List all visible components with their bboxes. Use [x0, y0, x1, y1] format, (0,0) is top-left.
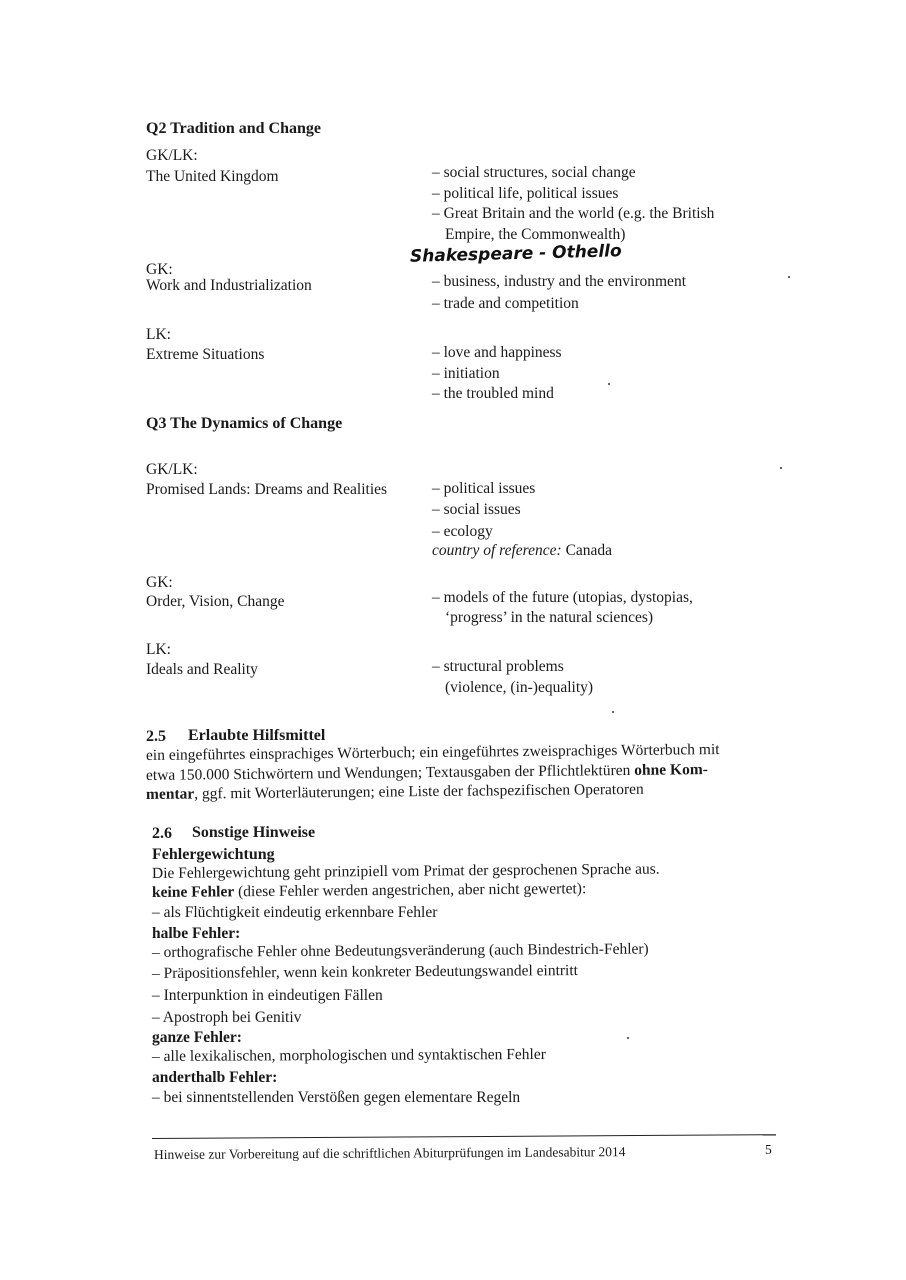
list-item: (violence, (in-)equality) [445, 679, 594, 696]
q3-gk-topic: Order, Vision, Change [146, 593, 285, 610]
list-item: Empire, the Commonwealth) [445, 226, 626, 243]
list-item: – the troubled mind [432, 385, 554, 402]
bold-text-run: mentar [145, 785, 195, 803]
country-of-reference [432, 543, 612, 559]
list-item: – bei sinnentstellenden Verstößen gegen elementare Regeln [152, 1089, 521, 1106]
list-item: – business, industry and the environment [432, 273, 686, 290]
scan-speck [608, 383, 610, 385]
section-title: Erlaubte Hilfsmittel [188, 727, 326, 744]
list-item: – structural problems [432, 658, 564, 675]
list-item: ‘progress’ in the natural sciences) [445, 609, 654, 626]
scan-speck [627, 1037, 629, 1039]
q2-gklk-topic: The United Kingdom [146, 168, 279, 185]
page-number: 5 [765, 1142, 772, 1157]
q3-lk-label: LK: [146, 641, 171, 658]
list-item: – social issues [432, 501, 521, 518]
category-title: anderthalb Fehler: [152, 1069, 278, 1086]
list-item: – social structures, social change [432, 164, 636, 181]
section-subtitle: Fehlergewichtung [152, 846, 275, 863]
list-item: – Interpunktion in eindeutigen Fällen [152, 987, 383, 1004]
q2-gk-topic: Work and Industrialization [146, 277, 312, 294]
list-item: – political issues [432, 480, 536, 497]
list-item: – orthografische Fehler ohne Bedeutungsveränderung (auch Bindestrich-Fehler) [151, 940, 649, 961]
q3-lk-topic: Ideals and Reality [146, 661, 258, 678]
text-run: (diese Fehler werden angestrichen, aber nicht gewertet): [234, 880, 587, 901]
scan-speck [780, 467, 782, 469]
text-run: etwa 150.000 Stichwörtern und Wendungen; Textausgaben der Pflichtlektüren [145, 761, 631, 784]
section-number: 2.5 [146, 728, 166, 745]
list-item: – trade and competition [432, 295, 579, 312]
country-value: Canada [565, 542, 613, 559]
scan-speck [612, 711, 614, 713]
paragraph-line: ein eingeführtes einsprachiges Wörterbuch; ein eingeführtes zweisprachiges Wörterbuch mit [145, 740, 720, 764]
category-title: ganze Fehler: [152, 1029, 242, 1046]
q3-gklk-label: GK/LK: [146, 461, 198, 478]
section-number: 2.6 [152, 825, 172, 842]
handwritten-note: Shakespeare - Othello [409, 241, 622, 267]
country-label: country of reference: [432, 542, 562, 559]
q2-lk-label: LK: [146, 326, 171, 343]
q2-gk-label: GK: [146, 261, 173, 278]
category-title: halbe Fehler: [152, 925, 241, 942]
q2-title: Q2 Tradition and Change [146, 120, 322, 137]
list-item: – ecology [432, 523, 493, 540]
paragraph-line [146, 782, 644, 803]
footer-text: Hinweise zur Vorbereitung auf die schriftlichen Abiturprüfungen im Landesabitur 2014 [153, 1144, 626, 1162]
bold-text-run: ohne Kom- [634, 761, 708, 779]
q2-lk-topic: Extreme Situations [146, 346, 265, 363]
list-item: – Apostroph bei Genitiv [152, 1009, 302, 1026]
q3-gk-label: GK: [146, 574, 173, 591]
list-item: – als Flüchtigkeit eindeutig erkennbare Fehler [152, 904, 438, 921]
list-item: – models of the future (utopias, dystopias, [432, 589, 693, 606]
list-item: – love and happiness [432, 344, 562, 361]
list-item: – alle lexikalischen, morphologischen und syntaktischen Fehler [151, 1045, 546, 1065]
section-title: Sonstige Hinweise [192, 824, 316, 841]
footer-rule [152, 1134, 776, 1139]
q2-gklk-label: GK/LK: [146, 147, 198, 164]
list-item: – initiation [432, 365, 500, 382]
paragraph-line [152, 881, 586, 900]
list-item: – Great Britain and the world (e.g. the British [432, 205, 715, 222]
paragraph-line: Die Fehlergewichtung geht prinzipiell vom Primat der gesprochenen Sprache aus. [151, 860, 660, 882]
scan-speck [788, 276, 790, 278]
list-item: – political life, political issues [432, 185, 619, 202]
q3-title: Q3 The Dynamics of Change [146, 415, 343, 432]
bold-text-run: keine Fehler [151, 883, 235, 901]
text-run: , ggf. mit Worterläuterungen; eine Liste der fachspezifischen Operatoren [194, 780, 644, 803]
list-item: – Präpositionsfehler, wenn kein konkreter Bedeutungswandel eintritt [151, 962, 579, 982]
q3-gklk-topic: Promised Lands: Dreams and Realities [146, 481, 388, 498]
